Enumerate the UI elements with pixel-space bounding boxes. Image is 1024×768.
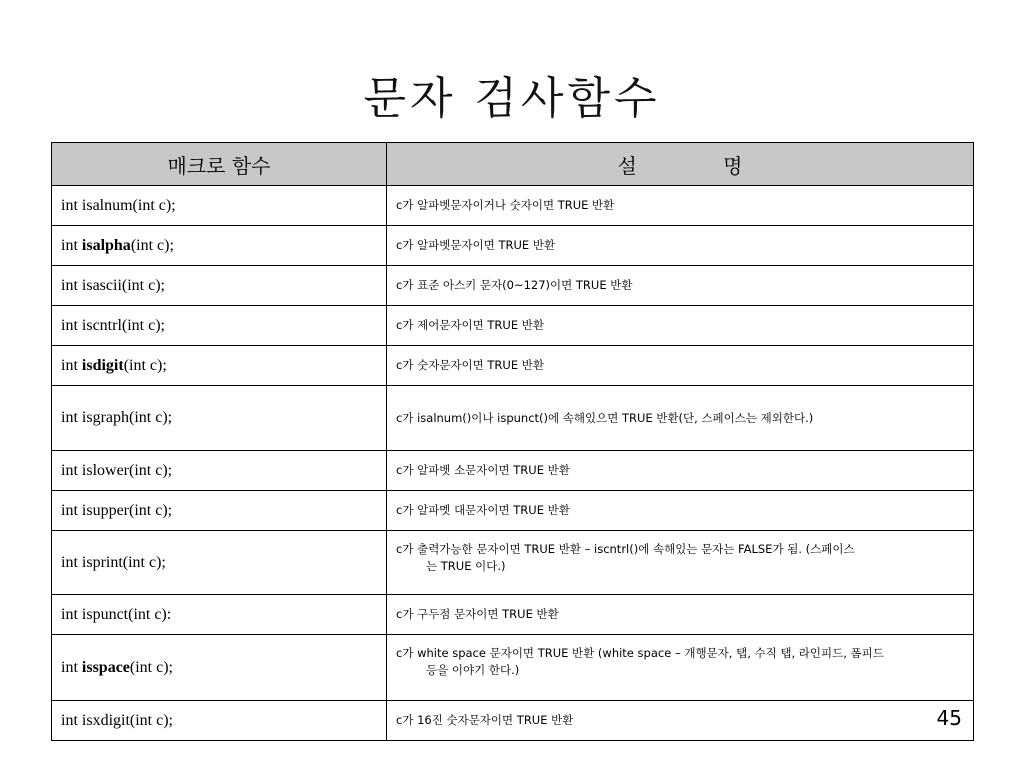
table-row bbox=[52, 386, 974, 451]
function-description bbox=[387, 186, 974, 226]
function-signature bbox=[52, 531, 387, 595]
function-signature bbox=[52, 595, 387, 635]
signature-text: int isprint(int c); bbox=[61, 553, 166, 571]
function-name: isspace bbox=[81, 658, 130, 676]
signature-text: int isalnum(int c); bbox=[61, 196, 176, 214]
table-row bbox=[52, 266, 974, 306]
table-row bbox=[52, 306, 974, 346]
table-row bbox=[52, 595, 974, 635]
function-signature bbox=[52, 306, 387, 346]
function-description bbox=[387, 531, 974, 595]
table-row bbox=[52, 226, 974, 266]
function-description bbox=[387, 451, 974, 491]
description-text: c가 숫자문자이면 TRUE 반환 bbox=[396, 358, 544, 372]
description-text: c가 알파벳문자이면 TRUE 반환 bbox=[396, 238, 556, 252]
signature-params: (int c); bbox=[129, 658, 173, 676]
function-signature bbox=[52, 226, 387, 266]
function-signature bbox=[52, 386, 387, 451]
description-text: c가 구두점 문자이면 TRUE 반환 bbox=[396, 607, 559, 621]
description-text: c가 제어문자이면 TRUE 반환 bbox=[396, 318, 544, 332]
table-header-row bbox=[52, 143, 974, 186]
table-row bbox=[52, 346, 974, 386]
description-text-continued: 는 TRUE 이다.) bbox=[426, 559, 506, 573]
table-row bbox=[52, 186, 974, 226]
header-description: 설 명 bbox=[387, 143, 974, 186]
signature-text: int bbox=[61, 658, 82, 676]
header-macro: 매크로 함수 bbox=[52, 143, 387, 186]
function-signature bbox=[52, 701, 387, 741]
function-description bbox=[387, 595, 974, 635]
function-description bbox=[387, 635, 974, 701]
function-description bbox=[387, 266, 974, 306]
description-text: c가 알파벳문자이거나 숫자이면 TRUE 반환 bbox=[396, 198, 615, 212]
function-signature bbox=[52, 186, 387, 226]
description-text: c가 16진 숫자문자이면 TRUE 반환 bbox=[396, 713, 574, 727]
signature-text: int bbox=[61, 356, 82, 374]
signature-params: (int c); bbox=[130, 236, 174, 254]
table-row bbox=[52, 491, 974, 531]
function-name: isalpha bbox=[81, 236, 131, 254]
signature-text: int bbox=[61, 236, 82, 254]
function-signature bbox=[52, 635, 387, 701]
description-text: c가 표준 아스키 문자(0~127)이면 TRUE 반환 bbox=[396, 278, 633, 292]
signature-text: int isgraph(int c); bbox=[61, 409, 173, 426]
page-number: 45 bbox=[936, 706, 962, 730]
function-table bbox=[51, 142, 974, 741]
function-signature bbox=[52, 451, 387, 491]
description-text: c가 white space 문자이면 TRUE 반환 (white space – 개행문자, 탭, 수직 탭, 라인피드, 폼피드 bbox=[396, 646, 884, 660]
function-signature bbox=[52, 491, 387, 531]
table-row bbox=[52, 531, 974, 595]
function-description bbox=[387, 491, 974, 531]
table-row bbox=[52, 635, 974, 701]
description-text: c가 isalnum()이나 ispunct()에 속해있으면 TRUE 반환(단, 스페이스는 제외한다.) bbox=[396, 410, 814, 425]
slide-title: 문자 검사함수 bbox=[363, 73, 661, 124]
signature-text: int iscntrl(int c); bbox=[61, 316, 165, 334]
description-text-continued: 등을 이야기 한다.) bbox=[426, 663, 520, 677]
table-row bbox=[52, 451, 974, 491]
function-description bbox=[387, 346, 974, 386]
function-name: isdigit bbox=[81, 356, 124, 374]
description-text: c가 출력가능한 문자이면 TRUE 반환 – iscntrl()에 속해있는 문자는 FALSE가 됨. (스페이스 bbox=[396, 542, 855, 556]
function-signature bbox=[52, 346, 387, 386]
signature-text: int isascii(int c); bbox=[61, 276, 165, 294]
signature-text: int ispunct(int c): bbox=[61, 605, 172, 623]
description-text: c가 알파벳 소문자이면 TRUE 반환 bbox=[396, 463, 570, 477]
signature-params: (int c); bbox=[123, 356, 167, 374]
signature-text: int islower(int c); bbox=[61, 461, 173, 479]
signature-text: int isxdigit(int c); bbox=[61, 711, 173, 729]
description-text: c가 알파멧 대문자이면 TRUE 반환 bbox=[396, 503, 570, 517]
function-description bbox=[387, 386, 974, 451]
function-description bbox=[387, 306, 974, 346]
signature-text: int isupper(int c); bbox=[61, 501, 173, 519]
function-description bbox=[387, 701, 974, 741]
function-description bbox=[387, 226, 974, 266]
table-row bbox=[52, 701, 974, 741]
function-signature bbox=[52, 266, 387, 306]
